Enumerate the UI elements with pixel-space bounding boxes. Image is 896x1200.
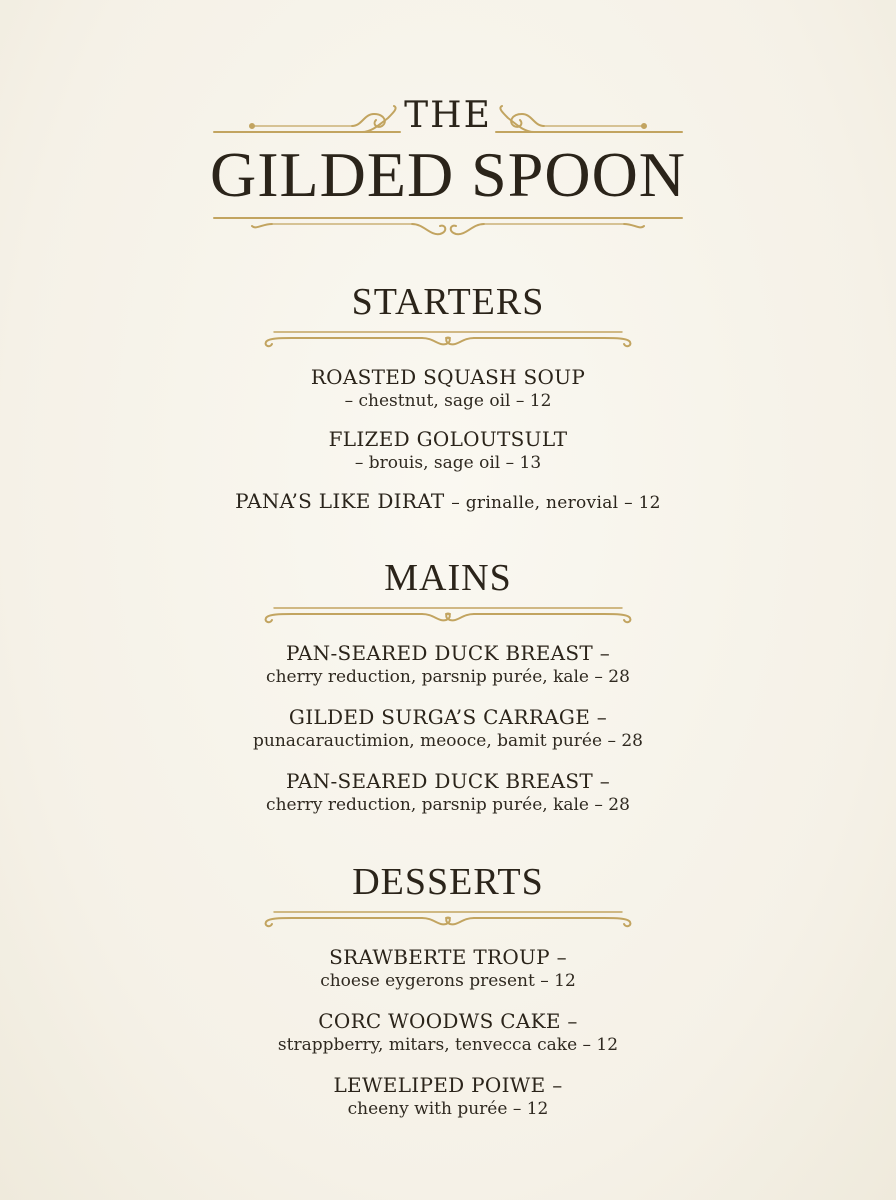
menu-item-description: cherry reduction, parsnip purée, kale – 28: [266, 795, 630, 815]
menu-item-description: – grinalle, nerovial – 12: [451, 493, 661, 513]
section-divider-ornament: [262, 326, 634, 350]
menu-item: [0, 1008, 896, 1056]
header-bottom-ornament: [212, 212, 684, 242]
restaurant-name: GILDED SPOON: [210, 139, 686, 210]
menu-item-description: – brouis, sage oil – 13: [354, 453, 542, 473]
menu-item-name: SRAWBERTE TROUP –: [329, 945, 567, 969]
section-divider-ornament: [262, 602, 634, 626]
restaurant-header: [0, 96, 896, 210]
menu-item-description: punacarauctimion, meooce, bamit purée – 28: [253, 731, 643, 751]
section-desserts: [0, 860, 896, 1120]
menu-item: [0, 704, 896, 752]
section-title: STARTERS: [351, 281, 545, 323]
menu-item: [0, 488, 896, 516]
menu-item: [0, 426, 896, 474]
menu-item-name: PAN-SEARED DUCK BREAST –: [285, 769, 610, 793]
menu-item-name: CORC WOODWS CAKE –: [318, 1009, 578, 1033]
menu-item-description: cheeny with purée – 12: [347, 1099, 549, 1119]
title-small: THE: [404, 95, 492, 136]
menu-item: [0, 640, 896, 688]
section-mains: [0, 556, 896, 816]
menu-item-name: PANA’S LIKE DIRAT: [235, 489, 445, 513]
menu-item: [0, 944, 896, 992]
menu-item: [0, 768, 896, 816]
menu-item-description: cherry reduction, parsnip purée, kale – 28: [266, 667, 630, 687]
menu-item-description: strappberry, mitars, tenvecca cake – 12: [277, 1035, 619, 1055]
menu-item: [0, 364, 896, 412]
menu-item-description: – chestnut, sage oil – 12: [344, 391, 552, 411]
menu-item-name: PAN-SEARED DUCK BREAST –: [285, 641, 610, 665]
menu-item-name: LEWELIPED POIWE –: [333, 1073, 563, 1097]
menu-item-name: FLIZED GOLOUTSULT: [328, 427, 568, 451]
section-starters: [0, 280, 896, 516]
menu-item-name: ROASTED SQUASH SOUP: [310, 365, 586, 389]
section-divider-ornament: [262, 906, 634, 930]
section-title: MAINS: [384, 557, 512, 599]
menu-item-description: choese eygerons present – 12: [320, 971, 576, 991]
menu-item-name: GILDED SURGA’S CARRAGE –: [288, 705, 608, 729]
section-title: DESSERTS: [352, 861, 544, 903]
menu-item: [0, 1072, 896, 1120]
